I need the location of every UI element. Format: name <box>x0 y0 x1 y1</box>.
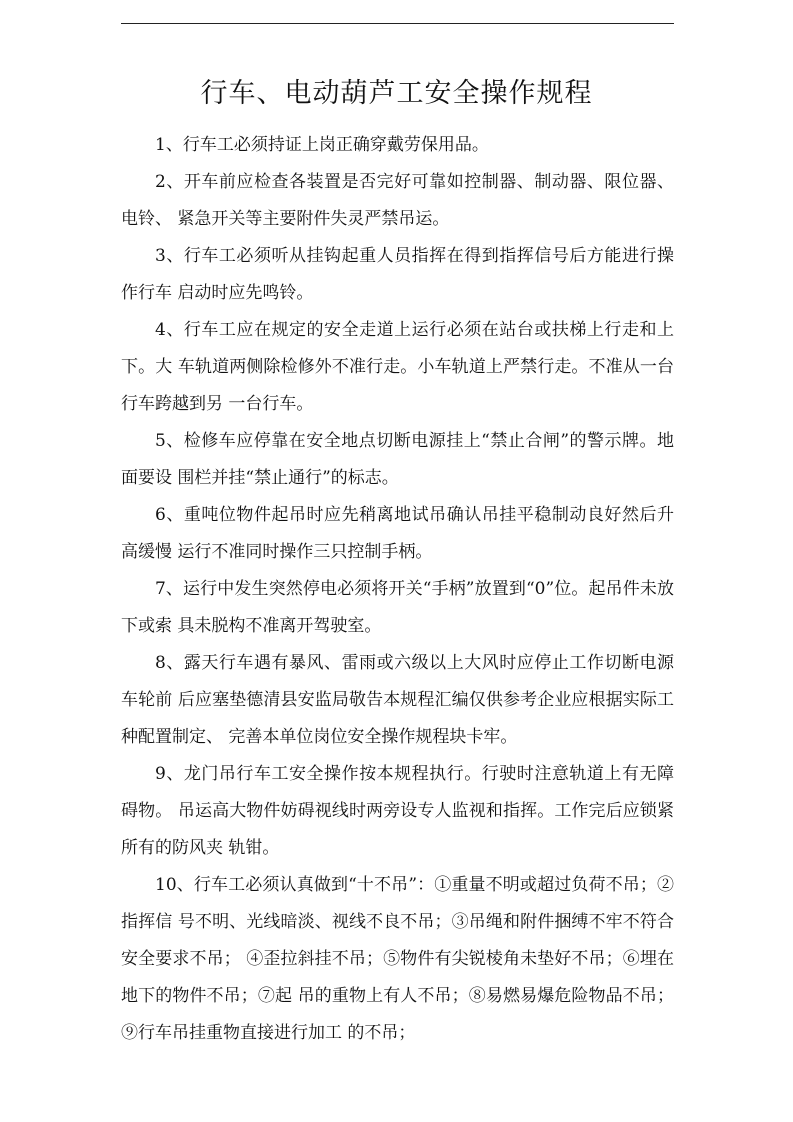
paragraph-7: 7、运行中发生突然停电必须将开关“手柄”放置到“0”位。起吊件未放下或索 具未脱构不准离开驾驶室。 <box>121 579 674 636</box>
paragraph-6: 6、重吨位物件起吊时应先稍离地试吊确认吊挂平稳制动良好然后升高缓慢 运行不准同时操作三只控制手柄。 <box>121 505 674 562</box>
paragraph-8: 8、露天行车遇有暴风、雷雨或六级以上大风时应停止工作切断电源车轮前 后应塞垫德清县安监局敬告本规程汇编仅供参考企业应根据实际工种配置制定、 完善本单位岗位安全操作规程块卡牢。 <box>121 653 674 747</box>
paragraph-2: 2、开车前应检查各装置是否完好可靠如控制器、制动器、限位器、电铃、 紧急开关等主要附件失灵严禁吊运。 <box>121 172 674 229</box>
document-title: 行车、电动葫芦工安全操作规程 <box>200 78 593 109</box>
paragraph-9: 9、龙门吊行车工安全操作按本规程执行。行驶时注意轨道上有无障碍物。 吊运高大物件妨碍视线时两旁设专人监视和指挥。工作完后应锁紧所有的防风夹 轨钳。 <box>121 764 674 858</box>
document-body <box>121 127 674 1052</box>
paragraph-4: 4、行车工应在规定的安全走道上运行必须在站台或扶梯上行走和上下。大 车轨道两侧除检修外不准行走。小车轨道上严禁行走。不准从一台行车跨越到另 一台行车。 <box>121 320 674 414</box>
paragraph-5: 5、检修车应停靠在安全地点切断电源挂上“禁止合闸”的警示牌。地面要设 围栏并挂“禁止通行”的标志。 <box>121 431 674 488</box>
paragraph-3: 3、行车工必须听从挂钩起重人员指挥在得到指挥信号后方能进行操作行车 启动时应先鸣铃。 <box>121 246 674 303</box>
header-rule <box>121 23 674 24</box>
paragraph-10: 10、行车工必须认真做到“十不吊”：①重量不明或超过负荷不吊；②指挥信 号不明、光线暗淡、视线不良不吊；③吊绳和附件捆缚不牢不符合安全要求不吊； ④歪拉斜挂不吊；⑤物件有尖锐棱角未垫好不吊；⑥埋在地下的物件不吊；⑦起 吊的重物上有人不吊；⑧易燃易爆危险物品不吊；⑨行车吊挂重物直接进行加工 的不吊； <box>121 875 674 1043</box>
paragraph-1: 1、行车工必须持证上岗正确穿戴劳保用品。 <box>155 135 489 155</box>
